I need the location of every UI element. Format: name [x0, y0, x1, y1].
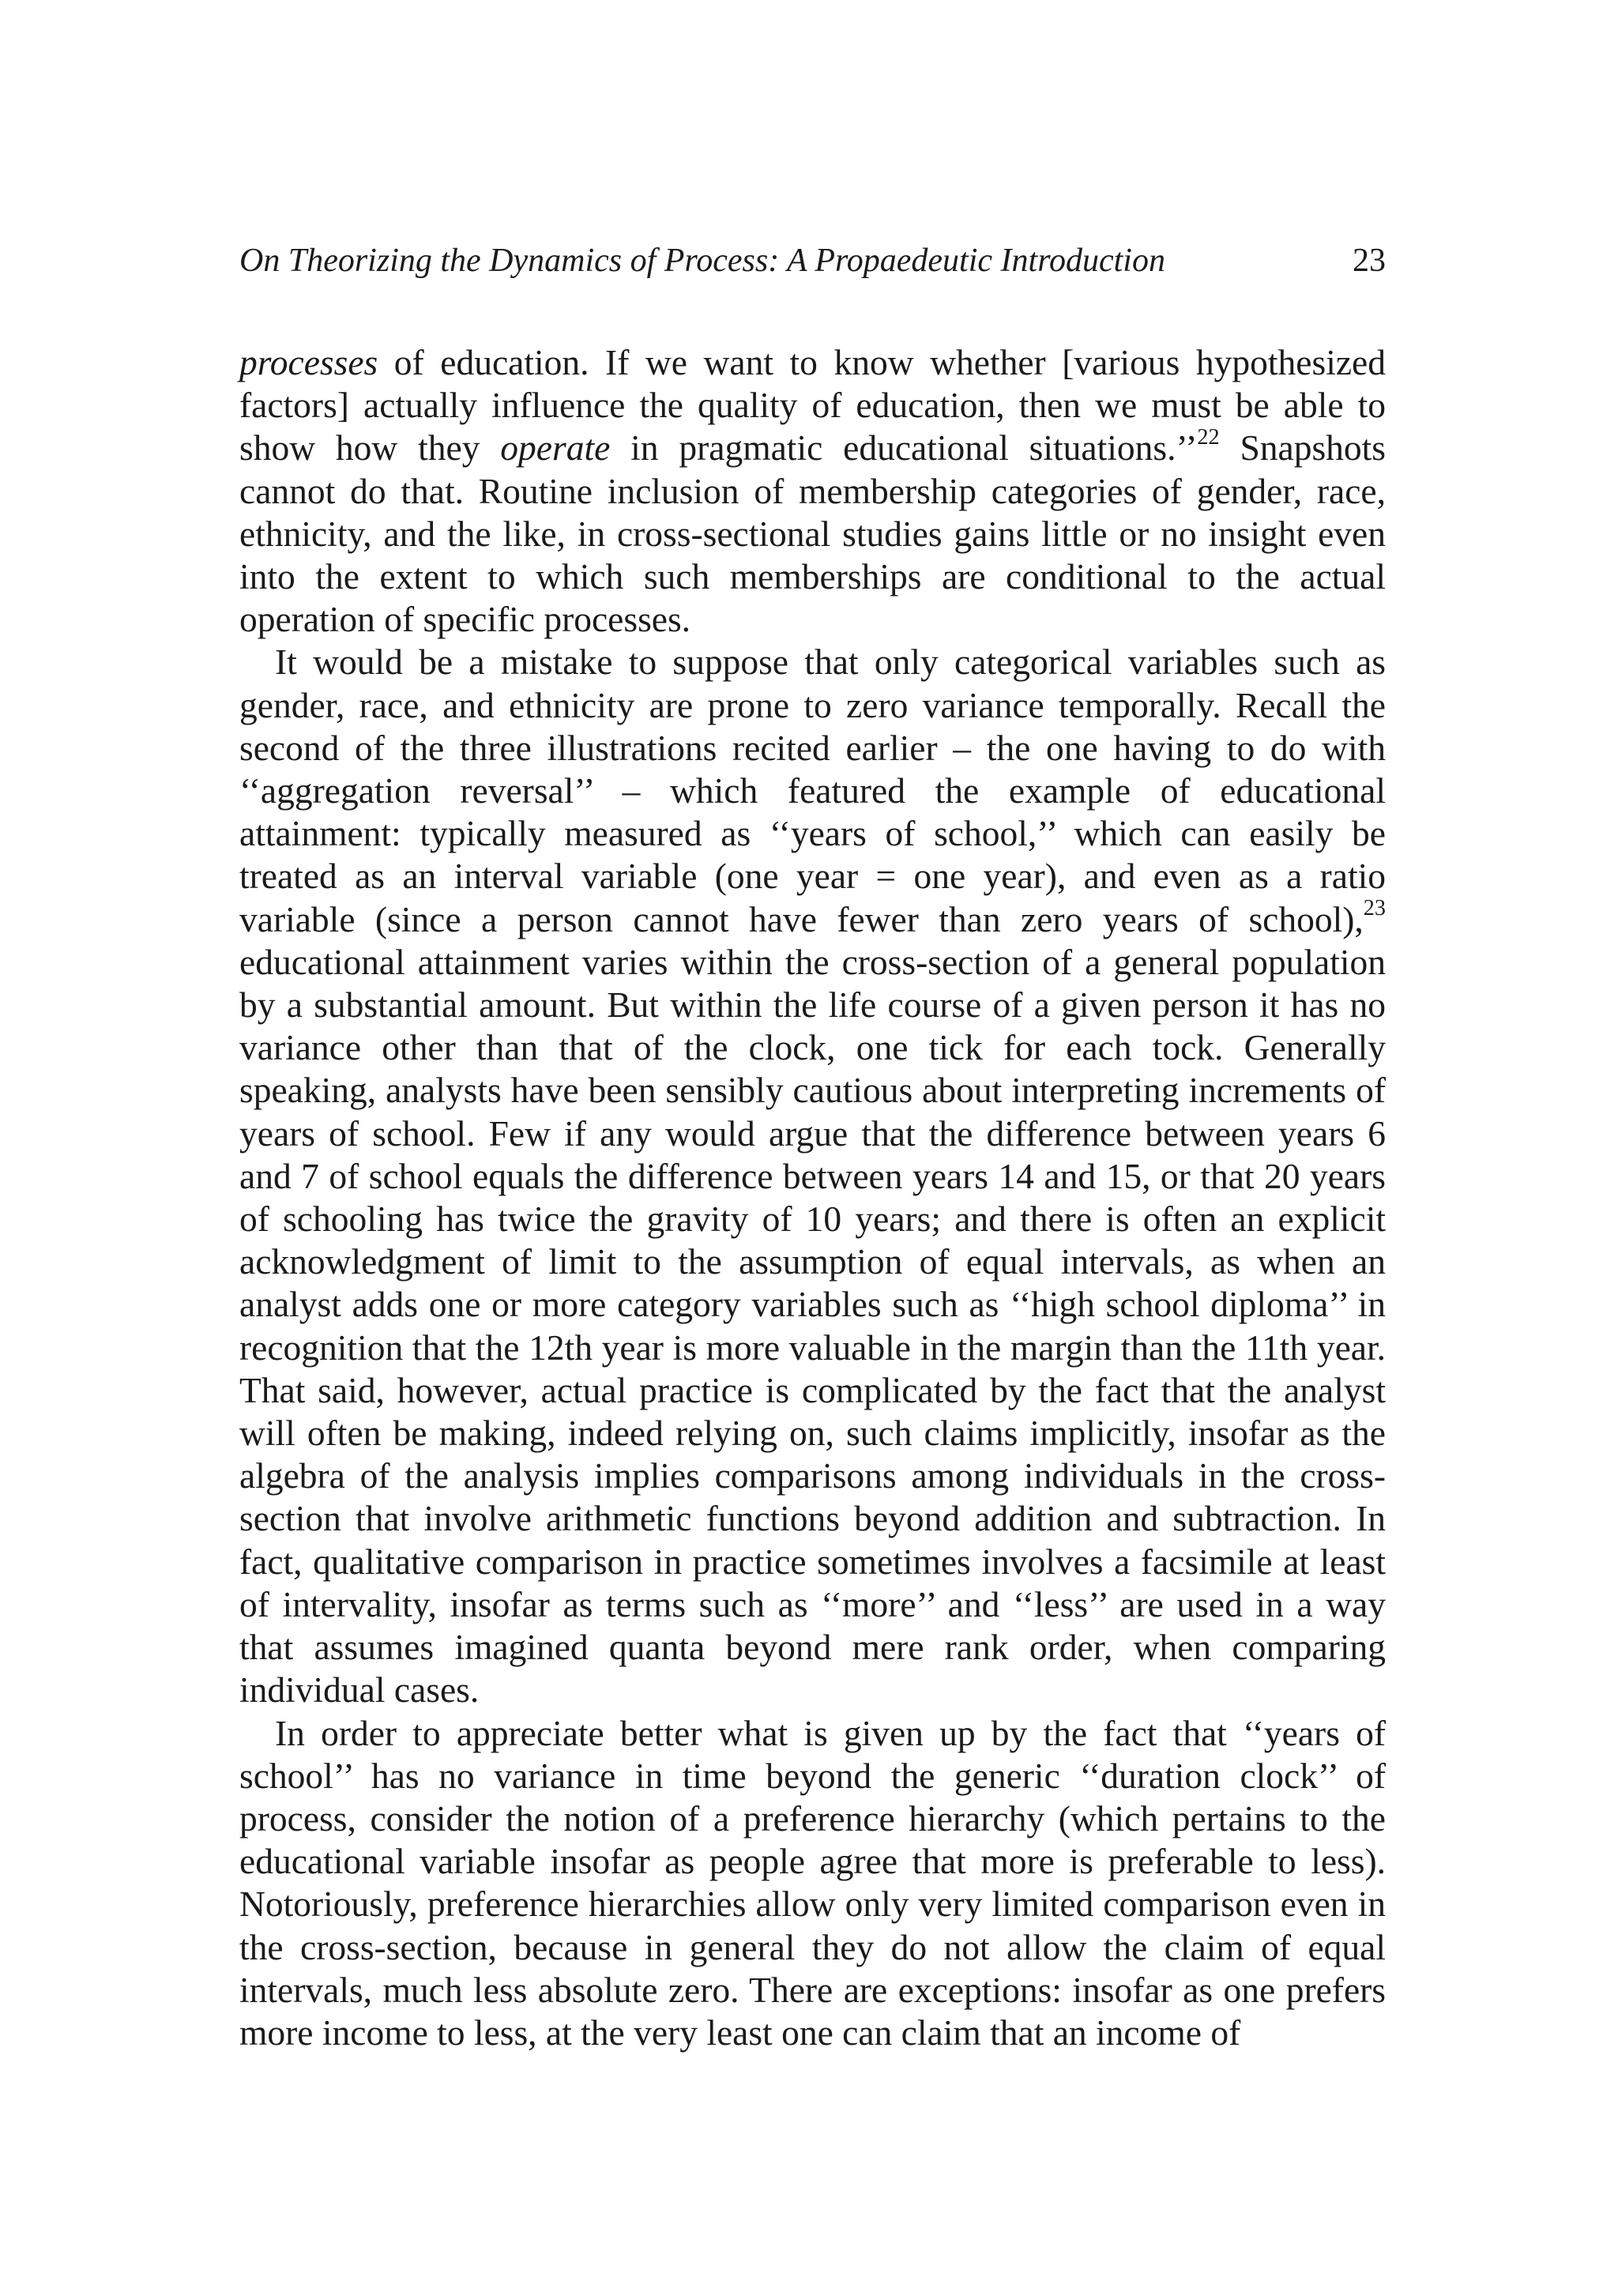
italic-processes: processes — [239, 342, 378, 382]
page-number: 23 — [1353, 243, 1386, 279]
paragraph-1-text-a: of education. If we want to know whether [various hypothesized factors] actually influence the quality of education, then we must be able to show how they — [239, 342, 1386, 469]
italic-operate: operate — [500, 427, 611, 469]
paragraph-3 — [239, 1712, 1386, 2055]
paragraph-1 — [239, 341, 1386, 641]
paragraph-3-text: In order to appreciate better what is given up by the fact that ‘‘years of school’’ has no variance in time beyond the generic ‘‘duration clock’’ of process, consider the notion of a preference hierarchy (which pertains to the educational variable insofar as people agree that more is preferable to less). Notoriously, preference hierarchies allow only very limited comparison even in the cross-section, because in general they do not allow the claim of equal intervals, much less absolute zero. There are exceptions: insofar as one prefers more income to less, at the very least one can claim that an income of — [239, 1712, 1386, 2053]
paragraph-1-text-b: in pragmatic educational situations.’’ — [610, 427, 1198, 469]
footnote-ref-23: 23 — [1363, 896, 1386, 921]
paragraph-2 — [239, 641, 1386, 1711]
footnote-ref-22: 22 — [1197, 425, 1220, 450]
paragraph-2-text-a: It would be a mistake to suppose that only categorical variables such as gender, race, and ethnicity are prone to zero variance temporally. Recall the second of the three illustrations recited earlier – the one having to do with ‘‘aggregation reversal’’ – which featured the example of educational attainment: typically measured as ‘‘years of school,’’ which can easily be treated as an interval variable (one year = one year), and even as a ratio variable (since a person cannot have fewer than zero years of school), — [239, 642, 1386, 939]
book-page — [239, 237, 1386, 2054]
running-head — [239, 237, 1386, 284]
body-text — [239, 341, 1386, 2054]
paragraph-1-text-c: Snapshots cannot do that. Routine inclusion of membership categories of gender, race, ethnicity, and the like, in cross-sectional studies gains little or no insight even into the extent to which such memberships are conditional to the actual operation of specific processes. — [239, 427, 1387, 640]
running-title: On Theorizing the Dynamics of Process: A Propaedeutic Introduction — [239, 243, 1165, 279]
paragraph-2-text-b: educational attainment varies within the cross-section of a general population by a substantial amount. But within the life course of a given person it has no variance other than that of the clock, one tick for each tock. Generally speaking, analysts have been sensibly cautious about interpreting increments of years of school. Few if any would argue that the difference between years 6 and 7 of school equals the difference between years 14 and 15, or that 20 years of schooling has twice the gravity of 10 years; and there is often an explicit acknowledgment of limit to the assumption of equal intervals, as when an analyst adds one or more category variables such as ‘‘high school diploma’’ in recognition that the 12th year is more valuable in the margin than the 11th year. That said, however, actual practice is complicated by the fact that the analyst will often be making, indeed relying on, such claims implicitly, insofar as the algebra of the analysis implies comparisons among individuals in the cross-section that involve arithmetic functions beyond addition and subtraction. In fact, qualitative comparison in practice sometimes involves a facsimile at least of intervality, insofar as terms such as ‘‘more’’ and ‘‘less’’ are used in a way that assumes imagined quanta beyond mere rank order, when comparing individual cases. — [239, 941, 1386, 1711]
